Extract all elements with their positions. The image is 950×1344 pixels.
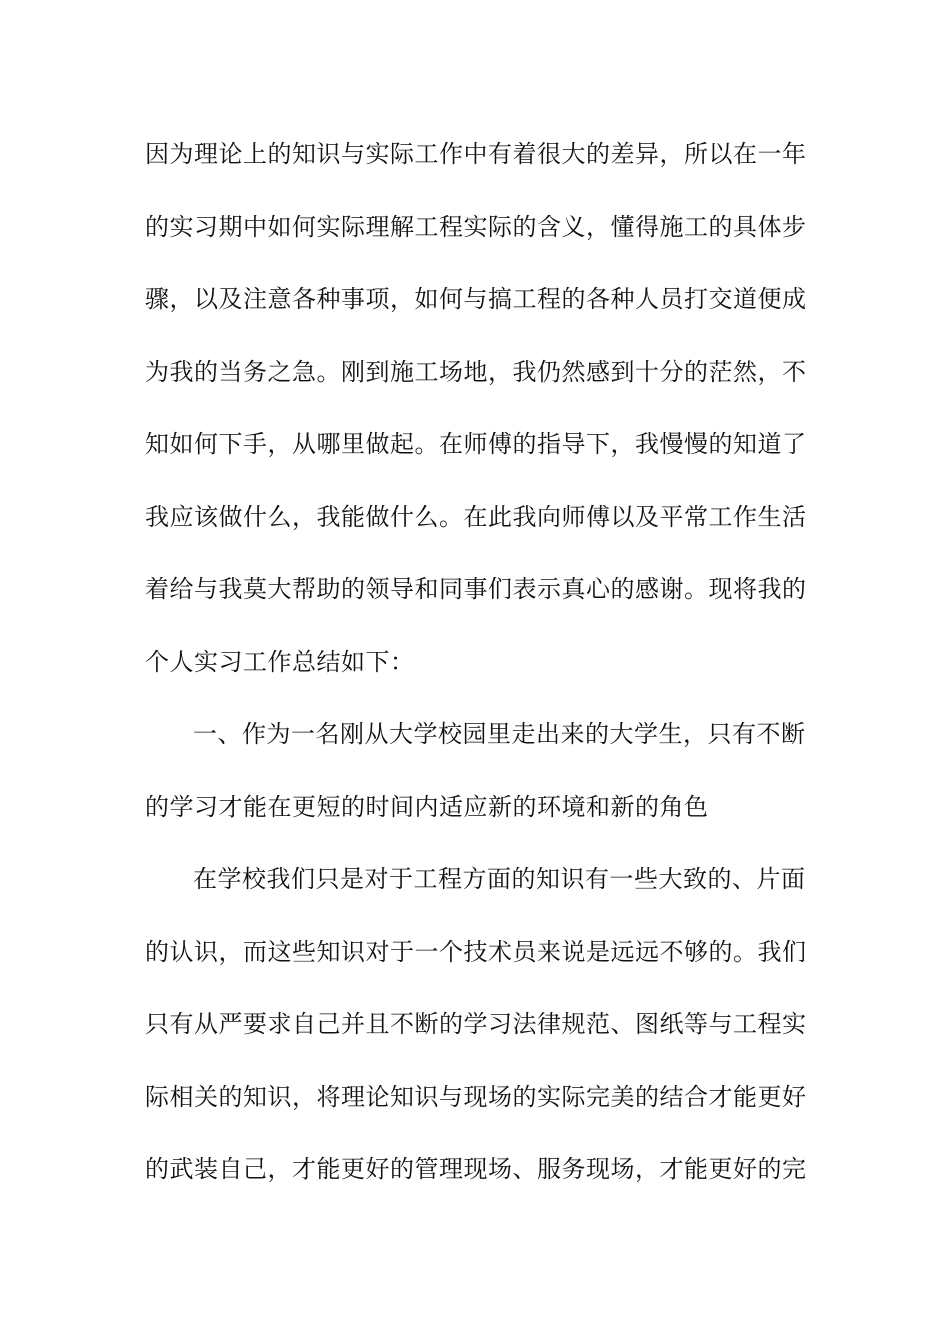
text-line-8: 个人实习工作总结如下：	[145, 647, 415, 676]
text-line-15: 的武装自己，才能更好的管理现场、服务现场，才能更好的完	[145, 1155, 807, 1183]
text-line-1: 因为理论上的知识与实际工作中有着很大的差异，所以在一年	[145, 140, 807, 168]
section-heading-line-1: 一、作为一名刚从大学校园里走出来的大学生，只有不断	[193, 720, 806, 748]
document-body	[145, 126, 815, 1214]
text-line-4: 为我的当务之急。刚到施工场地，我仍然感到十分的茫然，不	[145, 357, 807, 386]
text-line-14: 际相关的知识，将理论知识与现场的实际完美的结合才能更好	[145, 1082, 807, 1111]
text-line-5: 知如何下手，从哪里做起。在师傅的指导下，我慢慢的知道了	[145, 430, 807, 458]
text-line-11: 在学校我们只是对于工程方面的知识有一些大致的、片面	[193, 865, 806, 893]
text-line-2: 的实习期中如何实际理解工程实际的含义，懂得施工的具体步	[145, 212, 807, 241]
text-line-13: 只有从严要求自己并且不断的学习法律规范、图纸等与工程实	[145, 1010, 807, 1038]
section-heading-line-2: 的学习才能在更短的时间内适应新的环境和新的角色	[145, 792, 709, 821]
text-line-6: 我应该做什么，我能做什么。在此我向师傅以及平常工作生活	[145, 502, 807, 531]
text-line-7: 着给与我莫大帮助的领导和同事们表示真心的感谢。现将我的	[145, 575, 807, 603]
text-line-3: 骤，以及注意各种事项，如何与搞工程的各种人员打交道便成	[145, 285, 807, 313]
text-line-12: 的认识，而这些知识对于一个技术员来说是远远不够的。我们	[145, 937, 807, 966]
